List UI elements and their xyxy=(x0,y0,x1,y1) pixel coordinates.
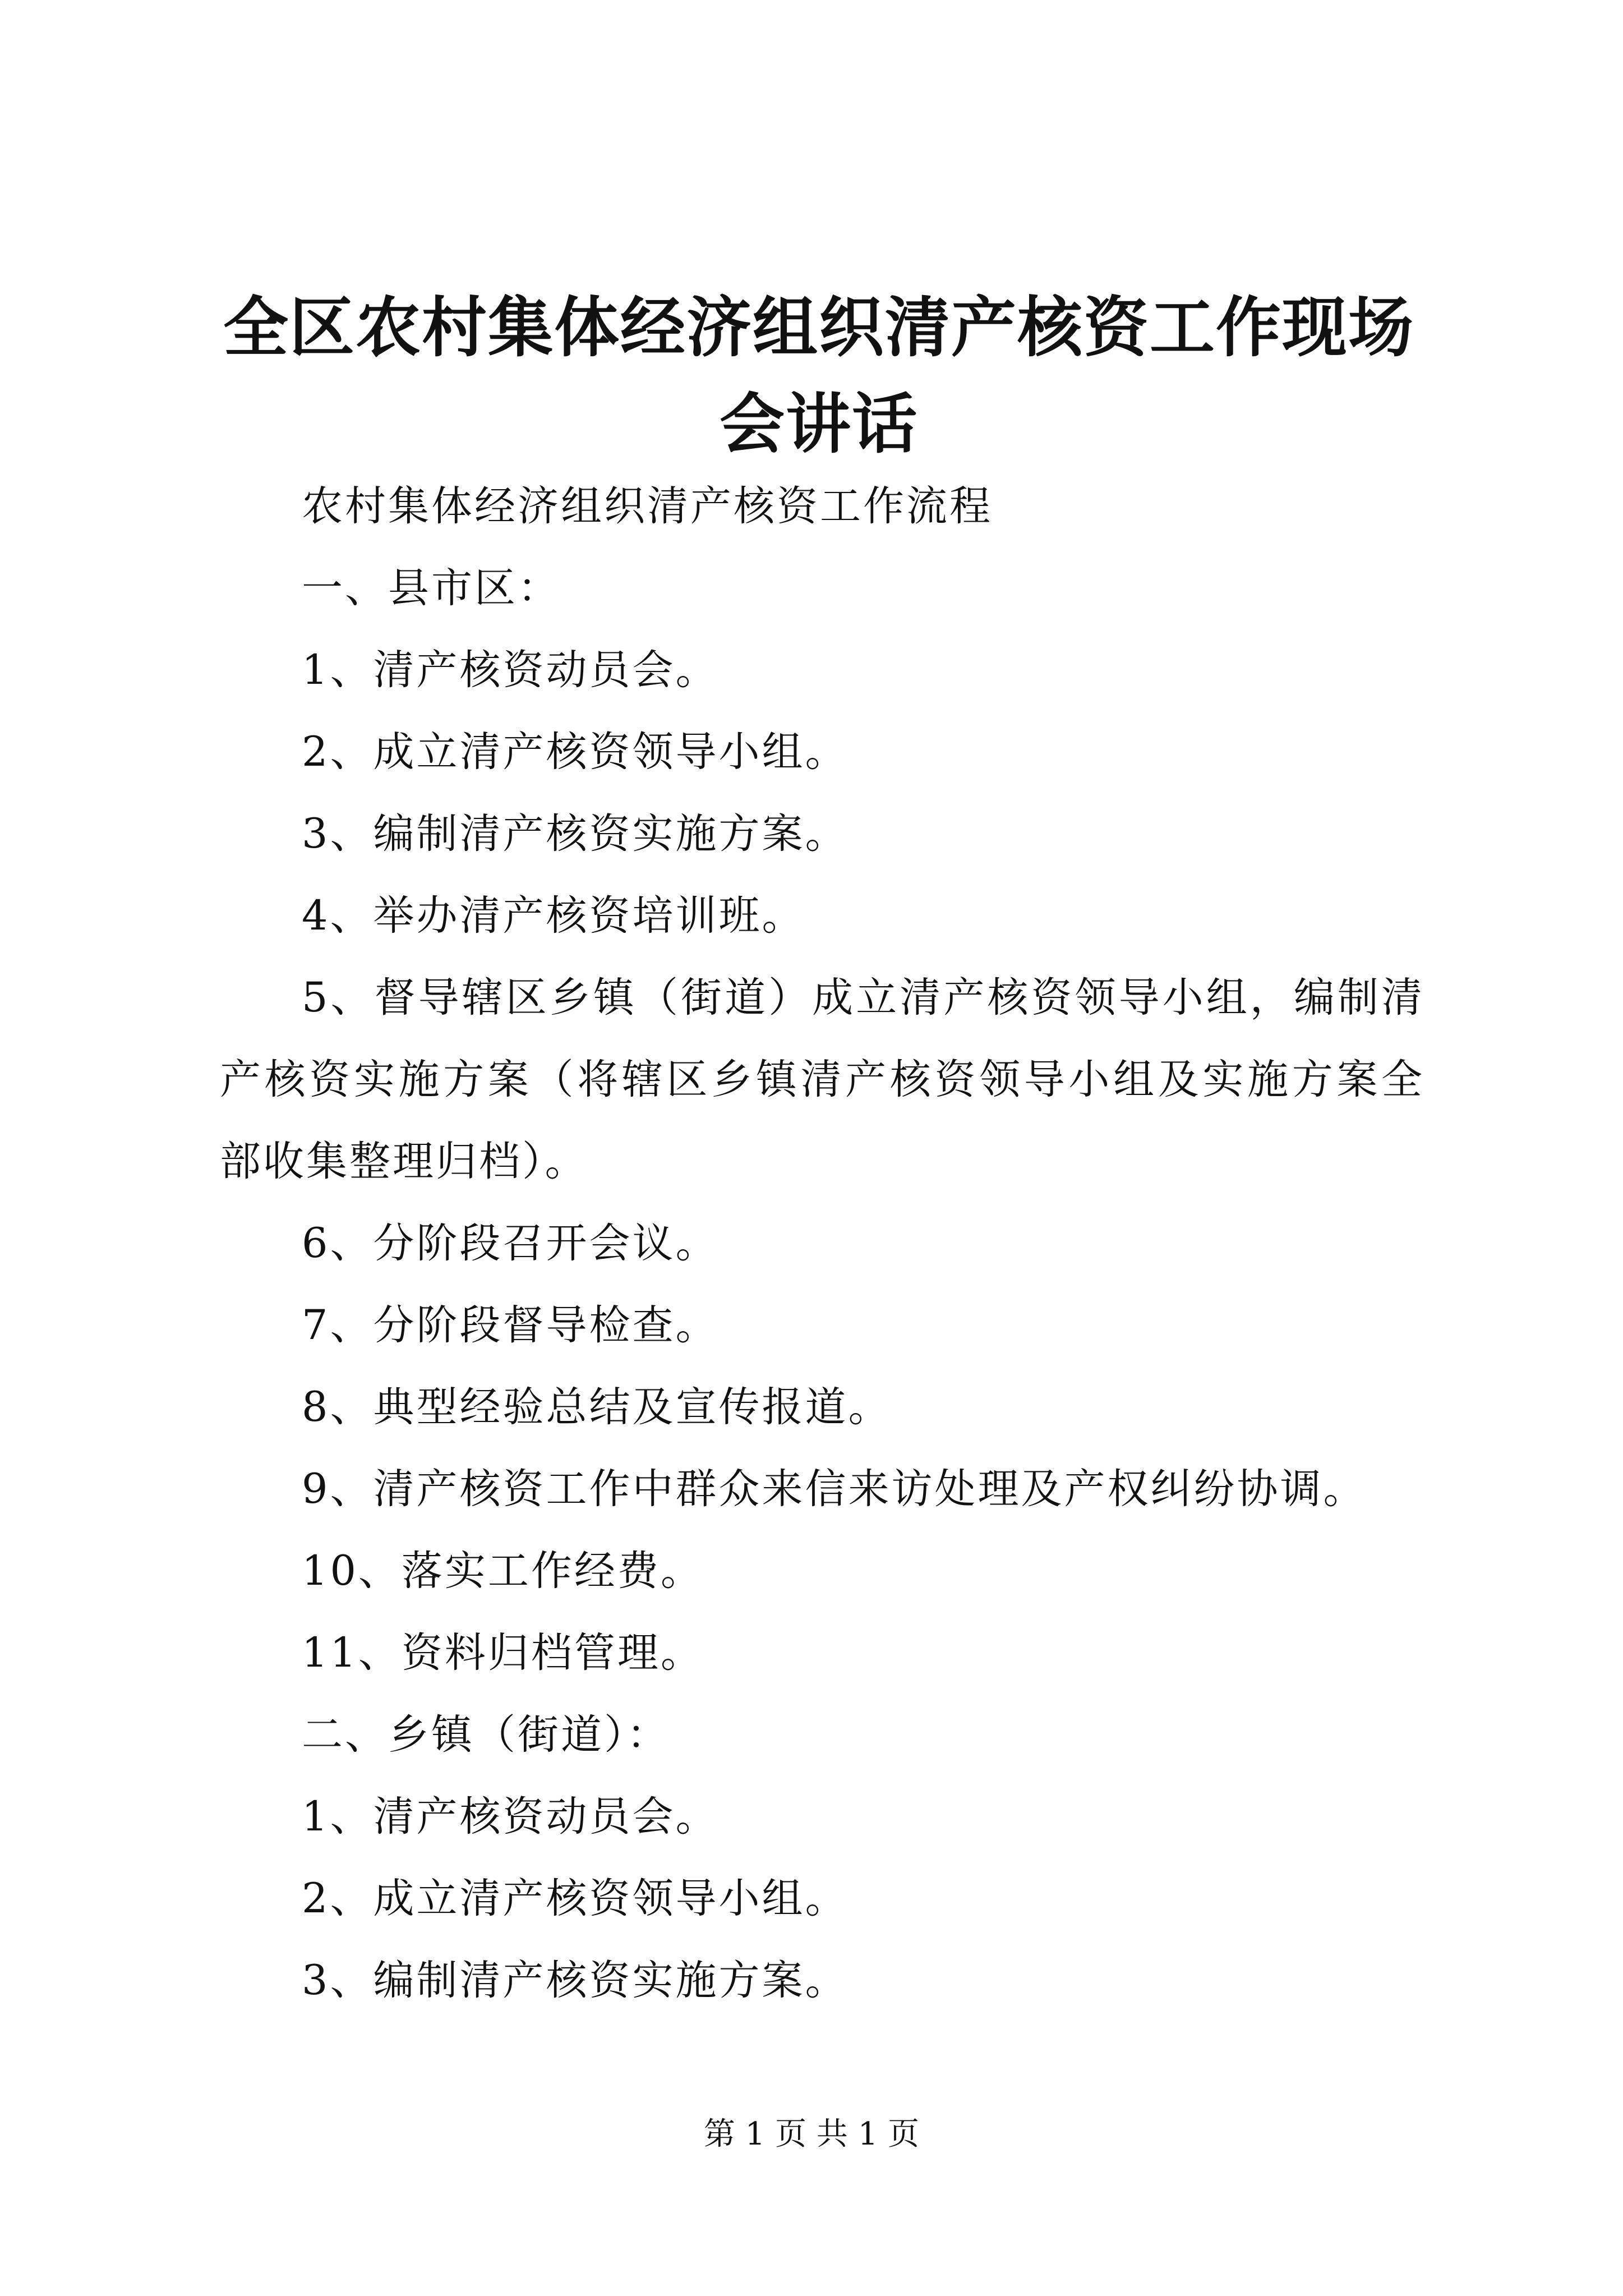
list-item: 3、编制清产核资实施方案。 xyxy=(302,810,849,858)
list-item: 7、分阶段督导检查。 xyxy=(302,1301,719,1349)
list-item: 1、清产核资动员会。 xyxy=(302,646,719,694)
list-item: 10、落实工作经费。 xyxy=(302,1547,704,1595)
list-item: 3、编制清产核资实施方案。 xyxy=(302,1957,849,2004)
page-footer: 第 1 页 共 1 页 xyxy=(703,2116,920,2152)
paragraph-workflow-heading: 农村集体经济组织清产核资工作流程 xyxy=(302,482,993,530)
paragraph-section-county: 一、县市区： xyxy=(302,564,561,612)
list-item: 8、典型经验总结及宣传报道。 xyxy=(302,1383,892,1431)
list-item: 9、清产核资工作中群众来信来访处理及产权纠纷协调。 xyxy=(302,1465,1367,1513)
list-item: 11、资料归档管理。 xyxy=(302,1629,704,1677)
list-item: 1、清产核资动员会。 xyxy=(302,1793,719,1841)
document-title: 全区农村集体经济组织清产核资工作现场会讲话 xyxy=(223,289,1414,462)
list-item: 2、成立清产核资领导小组。 xyxy=(302,728,849,776)
list-item: 6、分阶段召开会议。 xyxy=(302,1220,719,1267)
document-body xyxy=(220,466,1424,2022)
list-item: 5、督导辖区乡镇（街道）成立清产核资领导小组，编制清产核资实施方案（将辖区乡镇清产核资领导小组及实施方案全部收集整理归档）。 xyxy=(220,974,1424,1185)
list-item: 2、成立清产核资领导小组。 xyxy=(302,1875,849,1922)
list-item: 4、举办清产核资培训班。 xyxy=(302,892,805,940)
paragraph-section-township: 二、乡镇（街道）： xyxy=(302,1711,670,1759)
